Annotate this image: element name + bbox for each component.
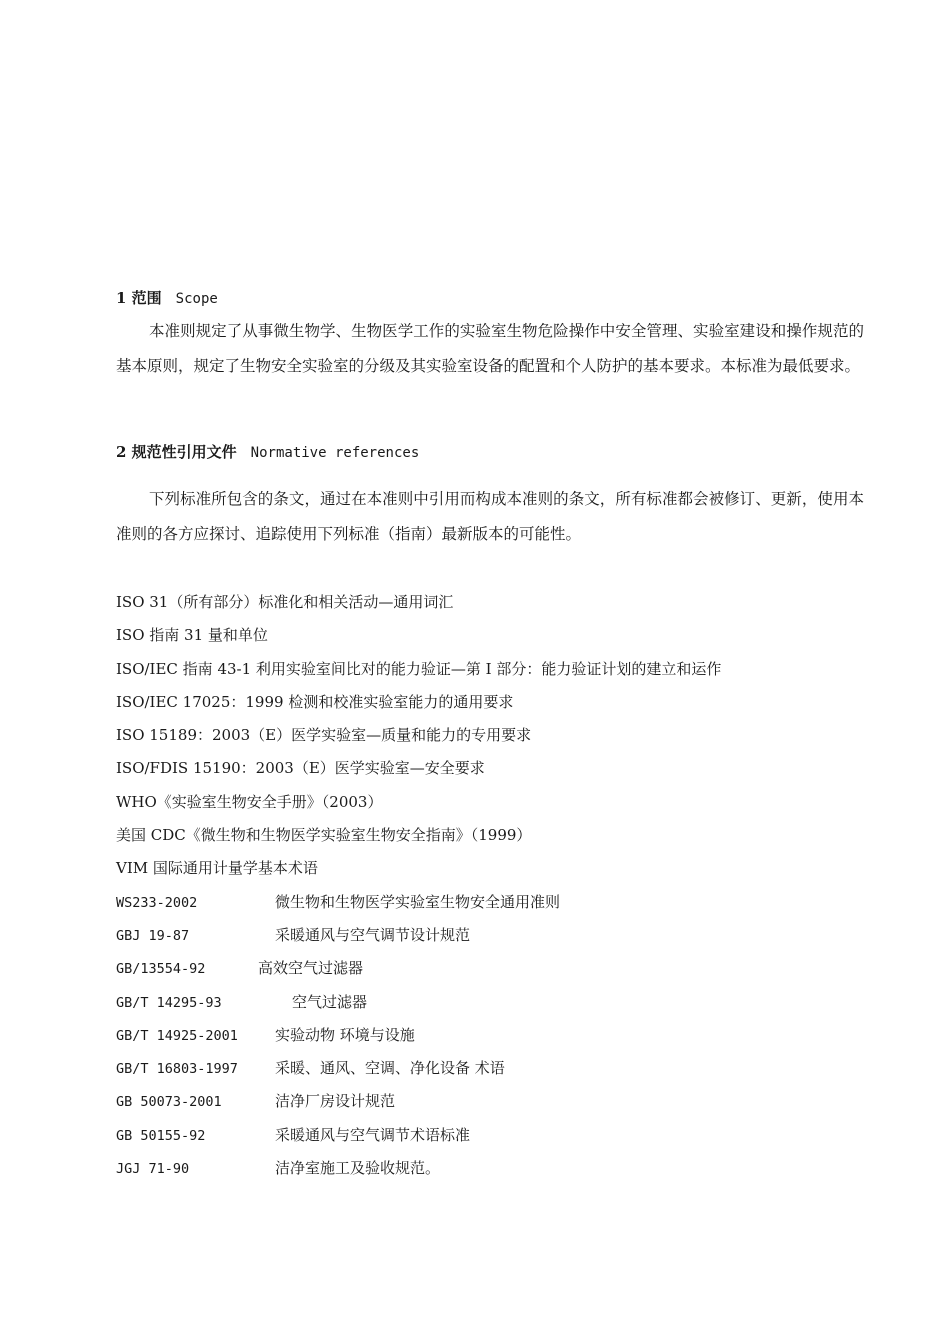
reference-list: [116, 591, 876, 1190]
reference-title: 高效空气过滤器: [258, 959, 364, 978]
reference-item: [116, 691, 876, 724]
reference-item: [116, 591, 876, 624]
reference-code: JGJ 71-90: [116, 1161, 190, 1178]
reference-title: 微生物和生物医学实验室生物安全通用准则: [275, 892, 561, 911]
reference-item: [116, 658, 876, 691]
reference-item: [116, 757, 876, 790]
reference-text: WHO《实验室生物安全手册》（2003）: [116, 792, 383, 811]
section-1-paragraph: 本准则规定了从事微生物学、生物医学工作的实验室生物危险操作中安全管理、实验室建设和操作规范的基本原则，规定了生物安全实验室的分级及其实验室设备的配置和个人防护的基本要求。本标准为最低要求。: [116, 322, 864, 375]
reference-item: [116, 724, 876, 757]
reference-code: GB 50073-2001: [116, 1094, 222, 1111]
reference-item: [116, 991, 876, 1024]
reference-item: [116, 857, 876, 890]
reference-title: 洁净室施工及验收规范。: [275, 1159, 441, 1178]
section-2-heading: [116, 442, 419, 463]
reference-item: [116, 957, 876, 990]
section-1-heading: [116, 288, 218, 309]
reference-text: ISO 31（所有部分）标准化和相关活动—通用词汇: [116, 593, 454, 611]
reference-text: ISO/IEC 指南 43-1 利用实验室间比对的能力验证—第 I 部分：能力验证计划的建立和运作: [116, 659, 722, 678]
section-2-paragraph: 下列标准所包含的条文，通过在本准则中引用而构成本准则的条文，所有标准都会被修订、更新，使用本准则的各方应探讨、追踪使用下列标准（指南）最新版本的可能性。: [116, 490, 864, 543]
reference-code: GB/T 16803-1997: [116, 1061, 238, 1078]
reference-text: ISO/FDIS 15190：2003（E）医学实验室—安全要求: [116, 759, 485, 778]
reference-code: GB/T 14295-93: [116, 994, 222, 1011]
reference-title: 空气过滤器: [292, 992, 368, 1011]
section-2-title-en: Normative references: [250, 445, 420, 461]
reference-code: WS233-2002: [116, 894, 198, 911]
reference-text: ISO 指南 31 量和单位: [116, 626, 268, 645]
reference-title: 采暖通风与空气调节术语标准: [275, 1125, 471, 1144]
reference-item: [116, 1024, 876, 1057]
reference-code: GB 50155-92: [116, 1127, 206, 1144]
reference-code: GB/T 14925-2001: [116, 1027, 238, 1044]
reference-code: GBJ 19-87: [116, 927, 190, 944]
reference-text: ISO 15189：2003（E）医学实验室—质量和能力的专用要求: [116, 726, 532, 745]
reference-item: [116, 1157, 876, 1190]
reference-item: [116, 924, 876, 957]
section-1-title-en: Scope: [175, 291, 218, 307]
reference-item: [116, 891, 876, 924]
reference-item: [116, 1090, 876, 1123]
reference-text: ISO/IEC 17025：1999 检测和校准实验室能力的通用要求: [116, 692, 514, 711]
section-1-title: 1 范围: [116, 289, 162, 307]
reference-text: 美国 CDC《微生物和生物医学实验室生物安全指南》（1999）: [116, 826, 532, 845]
reference-item: [116, 1124, 876, 1157]
reference-item: [116, 824, 876, 857]
reference-item: [116, 1057, 876, 1090]
section-2-title: 2 规范性引用文件: [116, 443, 237, 461]
reference-code: GB/13554-92: [116, 961, 206, 978]
reference-text: VIM 国际通用计量学基本术语: [116, 859, 318, 878]
reference-title: 洁净厂房设计规范: [275, 1092, 396, 1111]
reference-item: [116, 624, 876, 657]
reference-title: 采暖、通风、空调、净化设备 术语: [275, 1059, 505, 1078]
reference-title: 实验动物 环境与设施: [275, 1025, 415, 1044]
reference-title: 采暖通风与空气调节设计规范: [275, 925, 471, 944]
reference-item: [116, 791, 876, 824]
